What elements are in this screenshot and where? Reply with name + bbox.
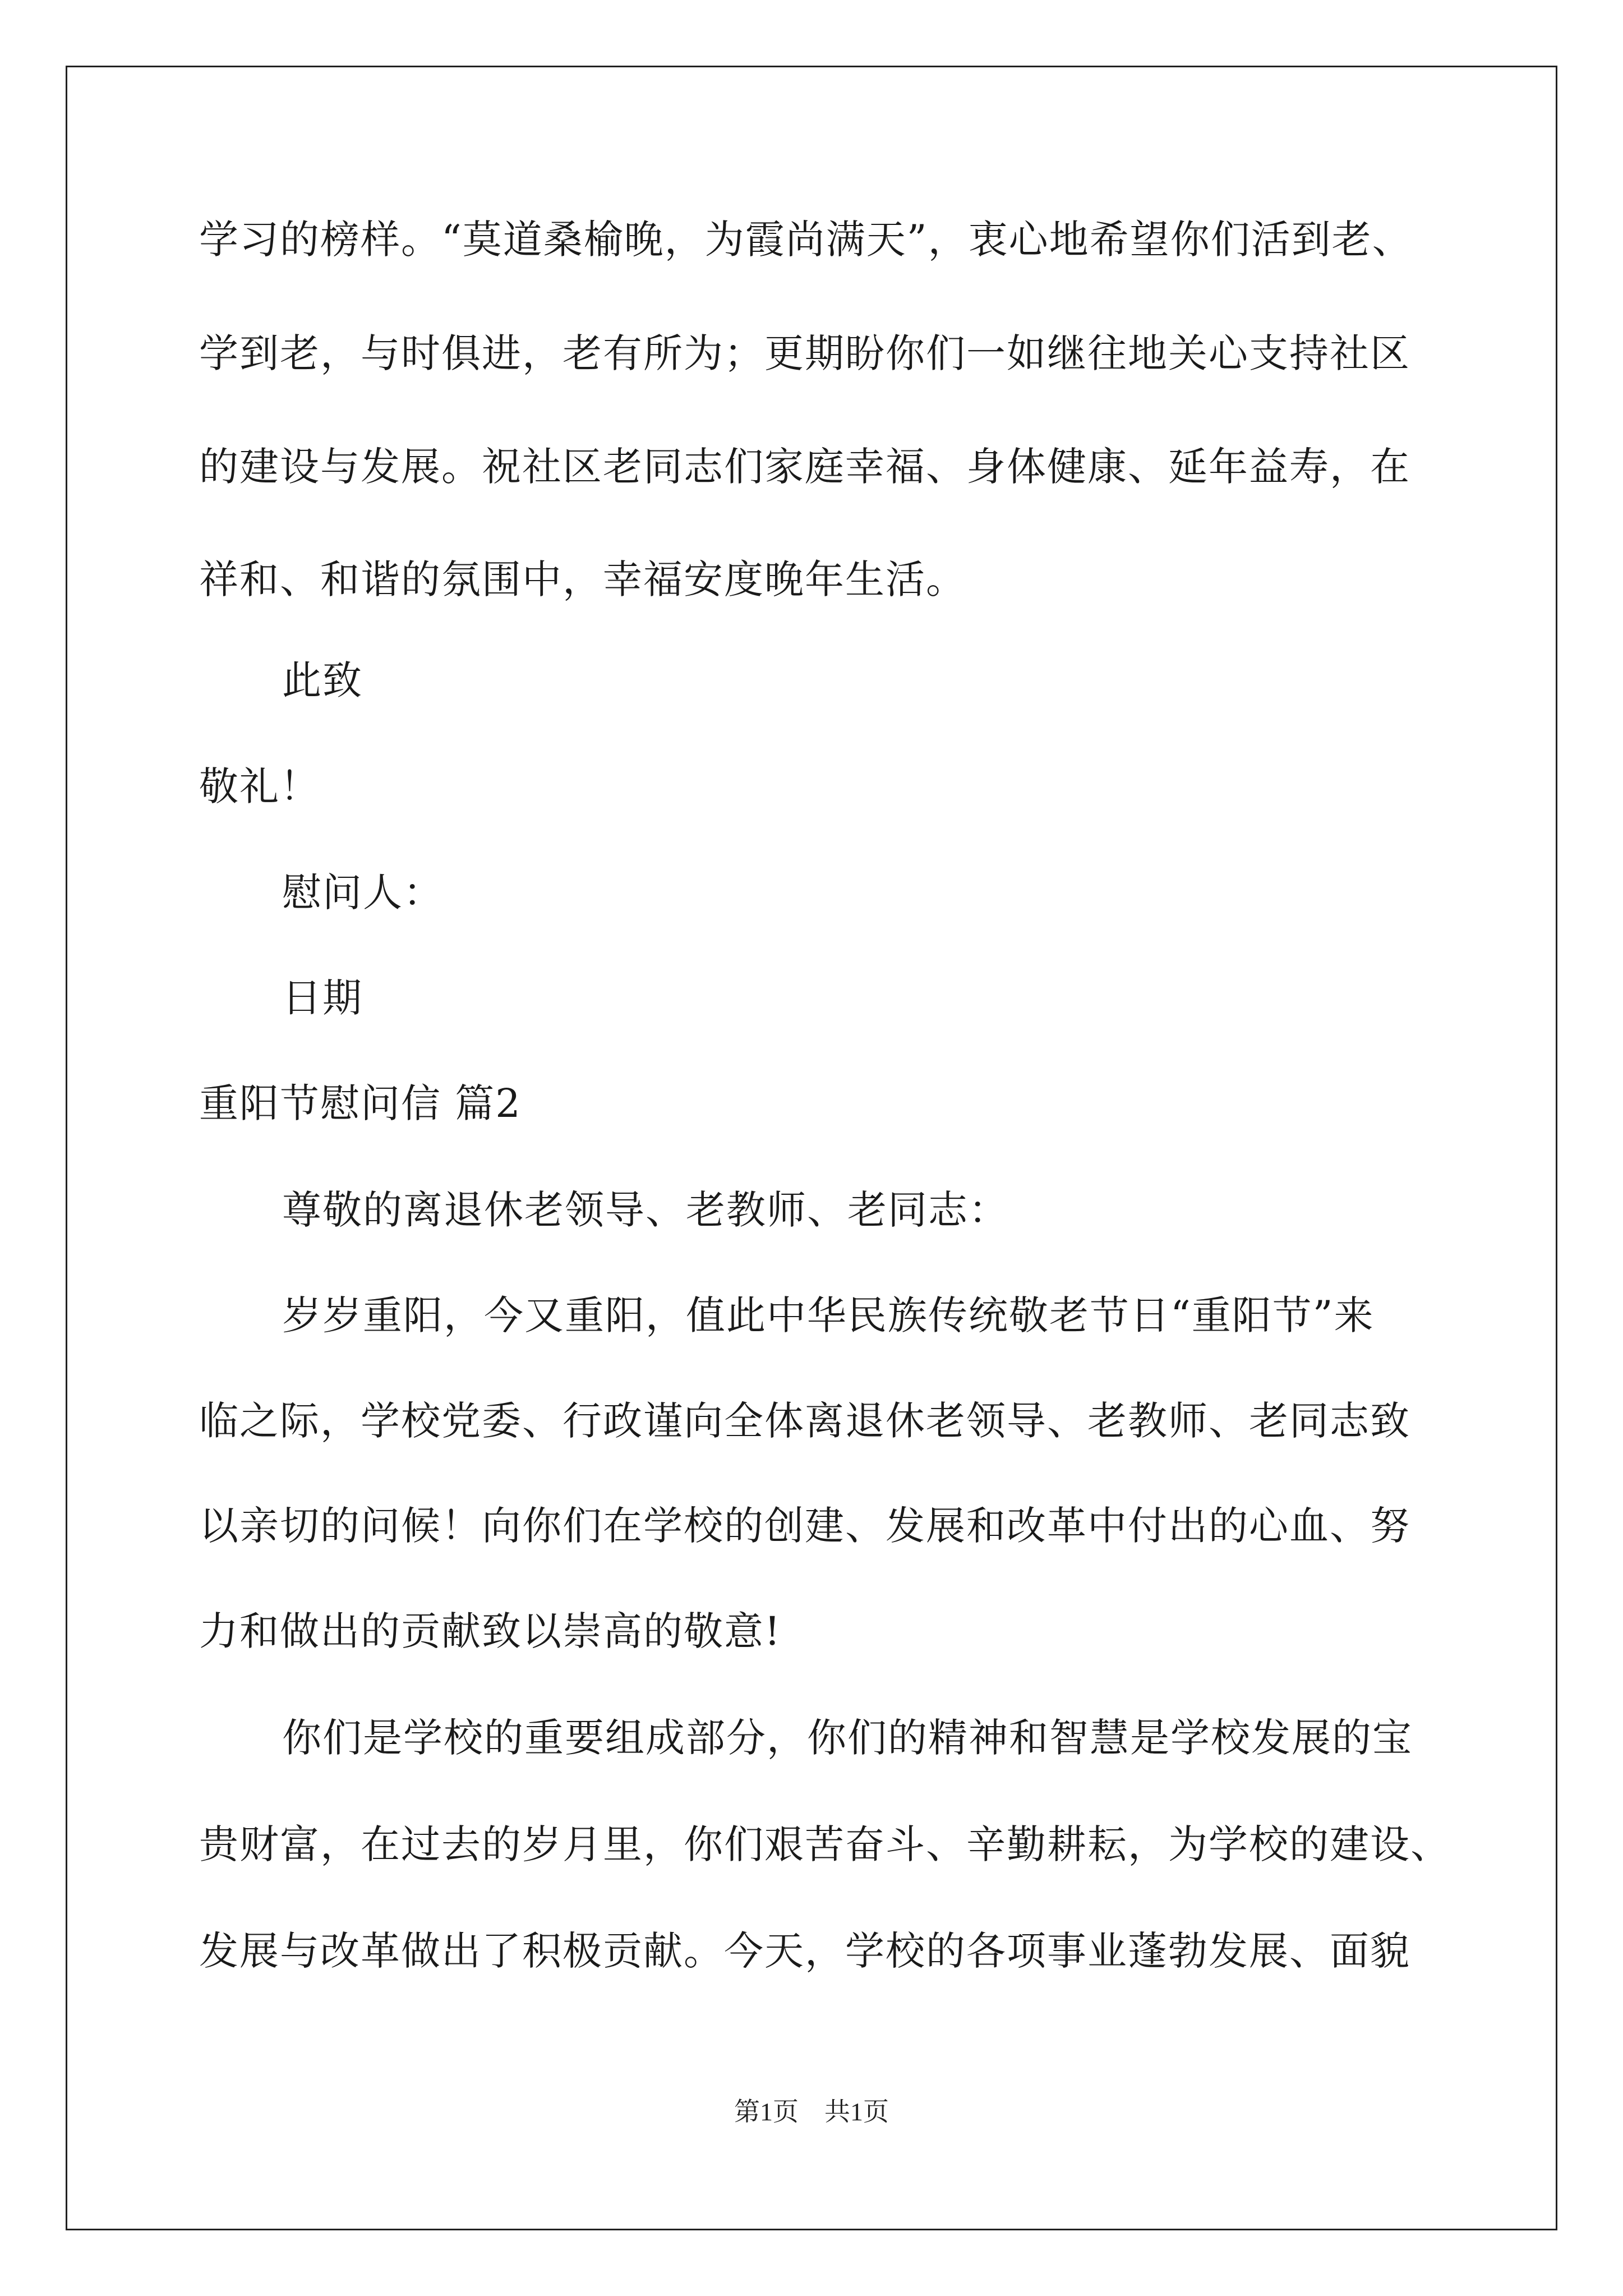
section-heading: 重阳节慰问信 篇2 <box>199 1080 522 1126</box>
date-label: 日期 <box>282 975 363 1021</box>
paragraph-line: 岁岁重阳，今又重阳，值此中华民族传统敬老节日“重阳节”来 <box>282 1292 1375 1338</box>
paragraph-line: 学到老，与时俱进，老有所为；更期盼你们一如继往地关心支持社区 <box>199 330 1410 376</box>
page-border <box>66 66 1557 2230</box>
paragraph-line: 力和做出的贡献致以崇高的敬意! <box>199 1608 782 1654</box>
paragraph-line: 的建设与发展。祝社区老同志们家庭幸福、身体健康、延年益寿，在 <box>199 444 1410 490</box>
paragraph-line: 祥和、和谐的氛围中，幸福安度晚年生活。 <box>199 556 966 602</box>
salutation-closing: 敬礼！ <box>199 763 320 809</box>
paragraph-line: 临之际，学校党委、行政谨向全体离退休老领导、老教师、老同志致 <box>199 1398 1410 1444</box>
letter-greeting: 尊敬的离退休老领导、老教师、老同志： <box>282 1187 1009 1233</box>
paragraph-line: 以亲切的问候！向你们在学校的创建、发展和改革中付出的心血、努 <box>199 1503 1410 1549</box>
paragraph-line: 你们是学校的重要组成部分，你们的精神和智慧是学校发展的宝 <box>282 1715 1413 1761</box>
paragraph-line: 发展与改革做出了积极贡献。今天，学校的各项事业蓬勃发展、面貌 <box>199 1928 1410 1974</box>
paragraph-line: 贵财富，在过去的岁月里，你们艰苦奋斗、辛勤耕耘，为学校的建设、 <box>199 1821 1451 1867</box>
page-number: 第1页 共1页 <box>734 2097 889 2126</box>
closing-phrase: 此致 <box>282 657 363 703</box>
signatory-label: 慰问人： <box>282 869 444 915</box>
paragraph-line: 学习的榜样。“莫道桑榆晚，为霞尚满天”，衷心地希望你们活到老、 <box>199 217 1413 263</box>
